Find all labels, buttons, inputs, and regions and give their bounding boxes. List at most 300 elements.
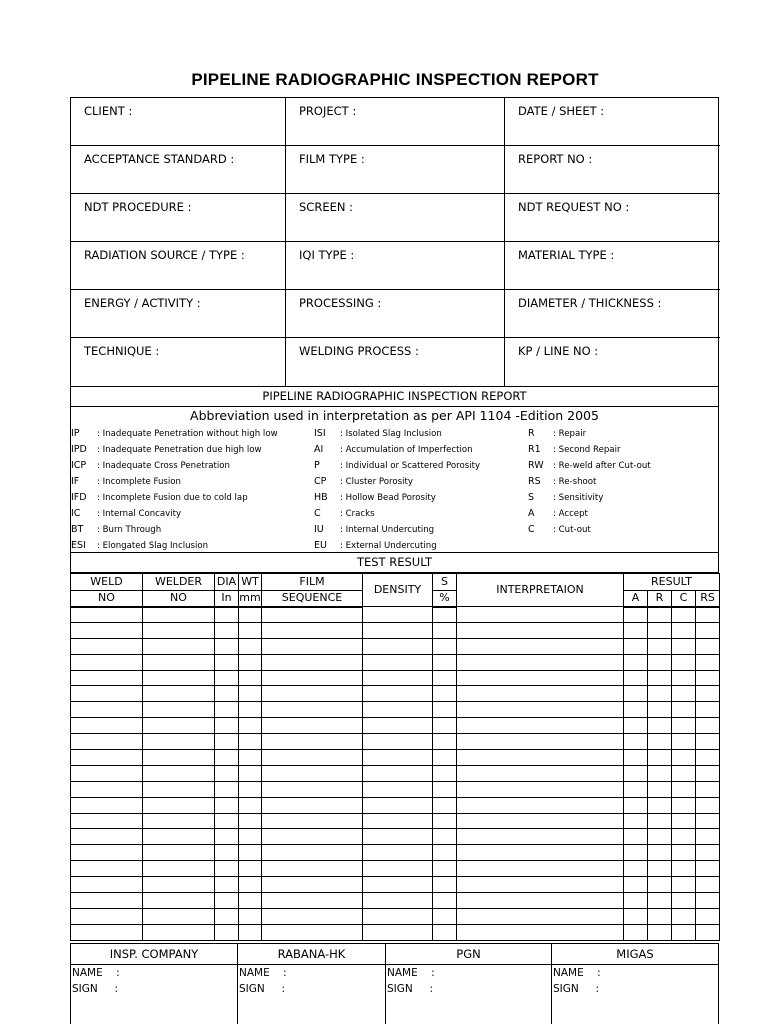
table-cell[interactable] — [71, 861, 143, 877]
table-cell[interactable] — [433, 797, 457, 813]
table-cell[interactable] — [363, 718, 433, 734]
table-cell[interactable] — [433, 718, 457, 734]
table-cell[interactable] — [215, 734, 239, 750]
table-cell[interactable] — [143, 654, 215, 670]
table-cell[interactable] — [71, 893, 143, 909]
table-cell[interactable] — [143, 924, 215, 940]
table-row — [71, 797, 720, 813]
table-cell[interactable] — [262, 893, 363, 909]
table-cell[interactable] — [363, 654, 433, 670]
table-cell[interactable] — [648, 622, 672, 638]
table-cell[interactable] — [215, 765, 239, 781]
abbreviation-item: A : Accept — [528, 508, 588, 519]
table-cell[interactable] — [672, 734, 696, 750]
table-cell[interactable] — [363, 670, 433, 686]
footer-col-insp-company — [71, 944, 238, 1024]
abbreviation-item: P : Individual or Scattered Porosity — [314, 460, 481, 471]
table-cell[interactable] — [215, 718, 239, 734]
table-cell[interactable] — [672, 877, 696, 893]
table-cell[interactable] — [215, 893, 239, 909]
table-cell[interactable] — [262, 829, 363, 845]
table-cell[interactable] — [262, 861, 363, 877]
table-cell[interactable] — [215, 750, 239, 766]
field-film-type: FILM TYPE : — [286, 146, 505, 194]
table-cell[interactable] — [71, 765, 143, 781]
table-cell[interactable] — [239, 622, 262, 638]
table-cell[interactable] — [143, 877, 215, 893]
header-film: FILM — [262, 574, 363, 591]
table-cell[interactable] — [71, 797, 143, 813]
table-cell[interactable] — [696, 813, 720, 829]
table-cell[interactable] — [696, 670, 720, 686]
table-cell[interactable] — [71, 638, 143, 654]
table-cell[interactable] — [672, 813, 696, 829]
footer-heading: MIGAS — [552, 944, 718, 965]
table-cell[interactable] — [433, 765, 457, 781]
table-cell[interactable] — [239, 924, 262, 940]
table-cell[interactable] — [71, 718, 143, 734]
abbreviation-item: IF : Incomplete Fusion — [71, 476, 181, 487]
table-cell[interactable] — [457, 797, 624, 813]
table-cell[interactable] — [363, 765, 433, 781]
field-screen: SCREEN : — [286, 194, 505, 242]
table-cell[interactable] — [433, 813, 457, 829]
table-cell[interactable] — [648, 638, 672, 654]
table-cell[interactable] — [262, 845, 363, 861]
table-cell[interactable] — [696, 686, 720, 702]
table-cell[interactable] — [363, 638, 433, 654]
table-row — [71, 861, 720, 877]
table-cell[interactable] — [696, 861, 720, 877]
table-cell[interactable] — [363, 893, 433, 909]
table-cell[interactable] — [648, 845, 672, 861]
table-cell[interactable] — [433, 877, 457, 893]
table-cell[interactable] — [143, 622, 215, 638]
table-cell[interactable] — [433, 734, 457, 750]
table-cell[interactable] — [696, 877, 720, 893]
table-cell[interactable] — [363, 861, 433, 877]
table-cell[interactable] — [624, 638, 648, 654]
table-cell[interactable] — [143, 845, 215, 861]
table-cell[interactable] — [215, 908, 239, 924]
table-cell[interactable] — [672, 908, 696, 924]
table-cell[interactable] — [239, 908, 262, 924]
table-cell[interactable] — [215, 924, 239, 940]
table-cell[interactable] — [624, 654, 648, 670]
table-cell[interactable] — [71, 702, 143, 718]
table-cell[interactable] — [624, 797, 648, 813]
table-cell[interactable] — [457, 877, 624, 893]
table-cell[interactable] — [433, 670, 457, 686]
table-cell[interactable] — [457, 702, 624, 718]
table-cell[interactable] — [433, 686, 457, 702]
table-cell[interactable] — [143, 908, 215, 924]
abbreviation-item: BT : Burn Through — [71, 524, 162, 535]
table-cell[interactable] — [624, 686, 648, 702]
table-cell[interactable] — [624, 702, 648, 718]
table-cell[interactable] — [363, 797, 433, 813]
table-cell[interactable] — [696, 781, 720, 797]
table-cell[interactable] — [696, 750, 720, 766]
table-cell[interactable] — [624, 622, 648, 638]
table-cell[interactable] — [239, 750, 262, 766]
table-cell[interactable] — [696, 908, 720, 924]
table-cell[interactable] — [71, 829, 143, 845]
table-cell[interactable] — [262, 750, 363, 766]
table-cell[interactable] — [143, 670, 215, 686]
table-cell[interactable] — [215, 877, 239, 893]
abbreviation-item: AI : Accumulation of Imperfection — [314, 444, 473, 455]
table-cell[interactable] — [457, 908, 624, 924]
table-cell[interactable] — [672, 750, 696, 766]
table-cell[interactable] — [239, 797, 262, 813]
table-cell[interactable] — [457, 845, 624, 861]
table-cell[interactable] — [648, 797, 672, 813]
table-cell[interactable] — [215, 702, 239, 718]
table-cell[interactable] — [433, 622, 457, 638]
table-cell[interactable] — [457, 670, 624, 686]
table-cell[interactable] — [696, 829, 720, 845]
table-cell[interactable] — [672, 797, 696, 813]
table-cell[interactable] — [215, 638, 239, 654]
sign-line: SIGN : — [553, 983, 600, 995]
table-cell[interactable] — [624, 781, 648, 797]
table-cell[interactable] — [696, 734, 720, 750]
table-cell[interactable] — [262, 670, 363, 686]
table-cell[interactable] — [262, 654, 363, 670]
table-cell[interactable] — [363, 781, 433, 797]
table-cell[interactable] — [262, 765, 363, 781]
table-cell[interactable] — [433, 893, 457, 909]
table-cell[interactable] — [648, 718, 672, 734]
table-cell[interactable] — [457, 622, 624, 638]
header-s: S — [433, 574, 457, 591]
table-cell[interactable] — [672, 781, 696, 797]
table-cell[interactable] — [672, 607, 696, 623]
table-cell[interactable] — [143, 718, 215, 734]
table-cell[interactable] — [262, 877, 363, 893]
table-cell[interactable] — [363, 750, 433, 766]
table-cell[interactable] — [71, 877, 143, 893]
table-cell[interactable] — [215, 607, 239, 623]
table-cell[interactable] — [696, 924, 720, 940]
table-cell[interactable] — [457, 750, 624, 766]
table-cell[interactable] — [624, 924, 648, 940]
table-cell[interactable] — [363, 829, 433, 845]
abbreviation-item: ICP : Inadequate Cross Penetration — [71, 460, 230, 471]
table-cell[interactable] — [457, 861, 624, 877]
table-cell[interactable] — [672, 702, 696, 718]
field-report-no: REPORT NO : — [505, 146, 720, 194]
table-cell[interactable] — [457, 893, 624, 909]
table-cell[interactable] — [648, 781, 672, 797]
table-cell[interactable] — [648, 734, 672, 750]
table-cell[interactable] — [624, 750, 648, 766]
table-cell[interactable] — [239, 845, 262, 861]
table-cell[interactable] — [696, 893, 720, 909]
table-cell[interactable] — [696, 845, 720, 861]
table-cell[interactable] — [215, 813, 239, 829]
abbreviation-item: ISI : Isolated Slag Inclusion — [314, 428, 442, 439]
table-cell[interactable] — [215, 845, 239, 861]
abbreviation-item: R : Repair — [528, 428, 587, 439]
table-cell[interactable] — [457, 924, 624, 940]
table-cell[interactable] — [433, 654, 457, 670]
table-cell[interactable] — [143, 893, 215, 909]
table-cell[interactable] — [696, 765, 720, 781]
table-cell[interactable] — [672, 622, 696, 638]
table-cell[interactable] — [648, 654, 672, 670]
table-cell[interactable] — [239, 877, 262, 893]
table-cell[interactable] — [143, 781, 215, 797]
table-cell[interactable] — [457, 765, 624, 781]
table-row — [71, 734, 720, 750]
table-cell[interactable] — [143, 829, 215, 845]
table-cell[interactable] — [672, 718, 696, 734]
table-cell[interactable] — [363, 924, 433, 940]
table-cell[interactable] — [433, 781, 457, 797]
table-cell[interactable] — [215, 686, 239, 702]
table-cell[interactable] — [239, 638, 262, 654]
table-cell[interactable] — [239, 813, 262, 829]
table-cell[interactable] — [696, 797, 720, 813]
table-cell[interactable] — [215, 781, 239, 797]
table-cell[interactable] — [262, 813, 363, 829]
table-cell[interactable] — [457, 734, 624, 750]
table-cell[interactable] — [457, 607, 624, 623]
header-result-rs: RS — [696, 591, 720, 607]
table-cell[interactable] — [672, 638, 696, 654]
table-cell[interactable] — [648, 924, 672, 940]
table-cell[interactable] — [672, 765, 696, 781]
table-cell[interactable] — [433, 845, 457, 861]
table-cell[interactable] — [648, 670, 672, 686]
table-cell[interactable] — [624, 893, 648, 909]
table-cell[interactable] — [648, 702, 672, 718]
table-cell[interactable] — [624, 718, 648, 734]
header-film-sequence: SEQUENCE — [262, 591, 363, 607]
table-cell[interactable] — [262, 734, 363, 750]
table-cell[interactable] — [262, 781, 363, 797]
table-cell[interactable] — [672, 686, 696, 702]
table-cell[interactable] — [624, 813, 648, 829]
table-cell[interactable] — [363, 908, 433, 924]
table-cell[interactable] — [363, 813, 433, 829]
table-cell[interactable] — [648, 908, 672, 924]
table-cell[interactable] — [648, 750, 672, 766]
table-cell[interactable] — [363, 607, 433, 623]
table-cell[interactable] — [239, 670, 262, 686]
table-cell[interactable] — [624, 607, 648, 623]
table-cell[interactable] — [262, 718, 363, 734]
table-cell[interactable] — [262, 797, 363, 813]
table-cell[interactable] — [71, 813, 143, 829]
table-cell[interactable] — [239, 686, 262, 702]
table-cell[interactable] — [143, 686, 215, 702]
table-cell[interactable] — [624, 734, 648, 750]
table-cell[interactable] — [143, 734, 215, 750]
table-cell[interactable] — [363, 734, 433, 750]
table-cell[interactable] — [239, 893, 262, 909]
table-cell[interactable] — [239, 829, 262, 845]
table-cell[interactable] — [262, 924, 363, 940]
table-cell[interactable] — [262, 686, 363, 702]
field-processing: PROCESSING : — [286, 290, 505, 338]
table-cell[interactable] — [457, 638, 624, 654]
name-line: NAME : — [239, 967, 287, 979]
table-cell[interactable] — [215, 829, 239, 845]
table-row — [71, 750, 720, 766]
table-cell[interactable] — [672, 893, 696, 909]
table-cell[interactable] — [71, 622, 143, 638]
abbreviation-column-actions — [528, 426, 651, 538]
footer-heading: INSP. COMPANY — [71, 944, 237, 965]
table-cell[interactable] — [363, 845, 433, 861]
table-cell[interactable] — [433, 908, 457, 924]
table-cell[interactable] — [239, 765, 262, 781]
table-cell[interactable] — [71, 781, 143, 797]
table-cell[interactable] — [143, 702, 215, 718]
table-cell[interactable] — [262, 622, 363, 638]
field-project: PROJECT : — [286, 98, 505, 146]
table-cell[interactable] — [433, 702, 457, 718]
table-cell[interactable] — [648, 813, 672, 829]
table-cell[interactable] — [215, 622, 239, 638]
table-cell[interactable] — [262, 702, 363, 718]
table-cell[interactable] — [672, 924, 696, 940]
table-cell[interactable] — [143, 607, 215, 623]
sign-line: SIGN : — [72, 983, 119, 995]
table-cell[interactable] — [457, 781, 624, 797]
header-result: RESULT — [624, 574, 720, 591]
table-cell[interactable] — [696, 702, 720, 718]
table-row — [71, 607, 720, 623]
table-cell[interactable] — [239, 734, 262, 750]
table-cell[interactable] — [696, 638, 720, 654]
table-cell[interactable] — [262, 607, 363, 623]
table-cell[interactable] — [457, 654, 624, 670]
table-cell[interactable] — [672, 654, 696, 670]
table-cell[interactable] — [71, 845, 143, 861]
table-cell[interactable] — [648, 829, 672, 845]
table-cell[interactable] — [262, 638, 363, 654]
table-cell[interactable] — [624, 861, 648, 877]
table-cell[interactable] — [624, 670, 648, 686]
table-cell[interactable] — [696, 607, 720, 623]
header-result-a: A — [624, 591, 648, 607]
table-cell[interactable] — [648, 893, 672, 909]
table-cell[interactable] — [363, 622, 433, 638]
table-cell[interactable] — [239, 781, 262, 797]
table-cell[interactable] — [457, 813, 624, 829]
name-line: NAME : — [553, 967, 601, 979]
table-row — [71, 765, 720, 781]
table-row — [71, 781, 720, 797]
table-cell[interactable] — [239, 654, 262, 670]
table-cell[interactable] — [696, 622, 720, 638]
abbreviation-item: ESI : Elongated Slag Inclusion — [71, 540, 209, 551]
test-result-rows — [71, 607, 720, 941]
abbreviation-column-porosity — [314, 426, 480, 554]
table-cell[interactable] — [71, 750, 143, 766]
table-cell[interactable] — [624, 908, 648, 924]
table-cell[interactable] — [143, 861, 215, 877]
table-cell[interactable] — [71, 924, 143, 940]
table-cell[interactable] — [457, 686, 624, 702]
table-cell[interactable] — [71, 686, 143, 702]
table-cell[interactable] — [71, 607, 143, 623]
table-cell[interactable] — [239, 718, 262, 734]
field-energy-activity: ENERGY / ACTIVITY : — [71, 290, 286, 338]
header-dia-unit: In — [215, 591, 239, 607]
table-cell[interactable] — [239, 861, 262, 877]
table-cell[interactable] — [457, 829, 624, 845]
table-cell[interactable] — [672, 670, 696, 686]
table-cell[interactable] — [363, 686, 433, 702]
table-cell[interactable] — [648, 765, 672, 781]
table-cell[interactable] — [648, 607, 672, 623]
table-cell[interactable] — [624, 877, 648, 893]
field-ndt-request-no: NDT REQUEST NO : — [505, 194, 720, 242]
table-cell[interactable] — [363, 877, 433, 893]
table-cell[interactable] — [71, 734, 143, 750]
table-cell[interactable] — [143, 638, 215, 654]
table-cell[interactable] — [363, 702, 433, 718]
table-cell[interactable] — [239, 607, 262, 623]
table-cell[interactable] — [71, 654, 143, 670]
header-info-grid — [70, 97, 719, 387]
table-cell[interactable] — [215, 670, 239, 686]
table-cell[interactable] — [433, 924, 457, 940]
table-row — [71, 845, 720, 861]
table-cell[interactable] — [143, 797, 215, 813]
table-cell[interactable] — [433, 750, 457, 766]
test-result-title: TEST RESULT — [70, 553, 719, 573]
table-cell[interactable] — [239, 702, 262, 718]
table-cell[interactable] — [648, 861, 672, 877]
table-cell[interactable] — [624, 829, 648, 845]
table-cell[interactable] — [624, 845, 648, 861]
table-cell[interactable] — [696, 654, 720, 670]
table-cell[interactable] — [143, 750, 215, 766]
table-cell[interactable] — [433, 638, 457, 654]
table-cell[interactable] — [672, 845, 696, 861]
table-cell[interactable] — [433, 861, 457, 877]
header-welder: WELDER — [143, 574, 215, 591]
table-cell[interactable] — [215, 654, 239, 670]
abbreviation-item: RW : Re-weld after Cut-out — [528, 460, 651, 471]
table-cell[interactable] — [262, 908, 363, 924]
table-cell[interactable] — [648, 877, 672, 893]
table-cell[interactable] — [433, 607, 457, 623]
table-cell[interactable] — [71, 670, 143, 686]
table-cell[interactable] — [215, 861, 239, 877]
table-cell[interactable] — [624, 765, 648, 781]
table-cell[interactable] — [672, 829, 696, 845]
table-cell[interactable] — [143, 813, 215, 829]
table-cell[interactable] — [457, 718, 624, 734]
table-cell[interactable] — [215, 797, 239, 813]
table-cell[interactable] — [433, 829, 457, 845]
table-cell[interactable] — [143, 765, 215, 781]
table-cell[interactable] — [71, 908, 143, 924]
table-cell[interactable] — [648, 686, 672, 702]
table-cell[interactable] — [672, 861, 696, 877]
header-interpretation: INTERPRETAION — [457, 574, 624, 607]
table-cell[interactable] — [696, 718, 720, 734]
abbreviation-legend — [70, 407, 719, 553]
abbreviation-column-defects — [71, 426, 278, 554]
